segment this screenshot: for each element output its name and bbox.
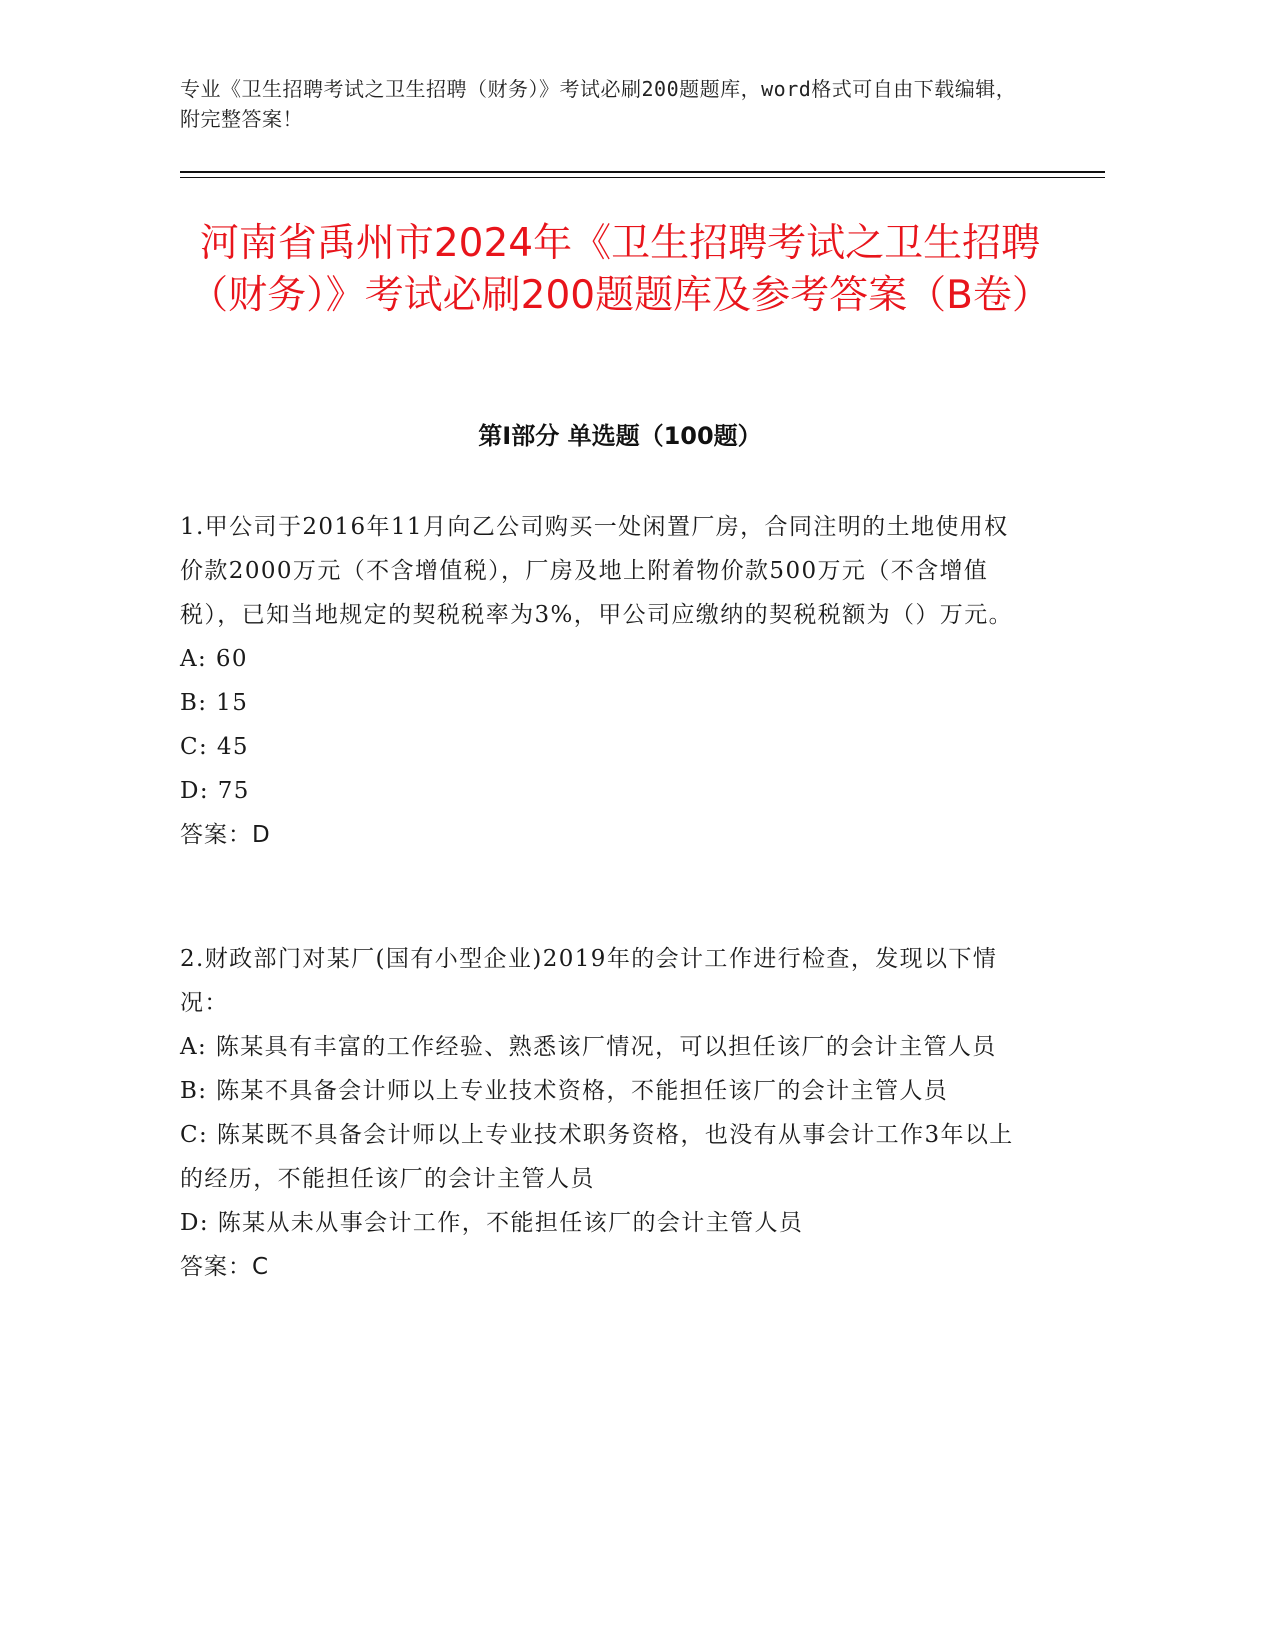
document-title: 河南省禹州市2024年《卫生招聘考试之卫生招聘（财务）》考试必刷200题题库及参考答案（B卷） bbox=[189, 221, 1051, 318]
header-divider-thin bbox=[180, 177, 1105, 178]
section-title: 第Ⅰ部分 单选题（100题） bbox=[478, 422, 762, 450]
header-divider-thick bbox=[180, 171, 1105, 173]
option-c: C: 陈某既不具备会计师以上专业技术职务资格，也没有从事会计工作3年以上的经历，不能担任该厂的会计主管人员 bbox=[180, 1122, 1014, 1192]
option-b: B: 15 bbox=[180, 690, 249, 716]
option-d: D: 75 bbox=[180, 778, 250, 804]
answer: 答案：D bbox=[180, 822, 271, 848]
header-note: 专业《卫生招聘考试之卫生招聘（财务）》考试必刷200题题库，word格式可自由下载编辑，附完整答案！ bbox=[180, 77, 1017, 131]
option-b: B: 陈某不具备会计师以上专业技术资格，不能担任该厂的会计主管人员 bbox=[180, 1078, 949, 1104]
question-2 bbox=[180, 937, 1030, 1289]
option-c: C: 45 bbox=[180, 734, 249, 760]
option-d: D: 陈某从未从事会计工作，不能担任该厂的会计主管人员 bbox=[180, 1210, 804, 1236]
option-a: A: 陈某具有丰富的工作经验、熟悉该厂情况，可以担任该厂的会计主管人员 bbox=[180, 1034, 997, 1060]
answer: 答案：C bbox=[180, 1254, 270, 1280]
question-stem: 1.甲公司于2016年11月向乙公司购买一处闲置厂房，合同注明的土地使用权价款2000万元（不含增值税），厂房及地上附着物价款500万元（不含增值税），已知当地规定的契税税率为3%，甲公司应缴纳的契税税额为（）万元。 bbox=[180, 514, 1013, 628]
option-a: A: 60 bbox=[180, 646, 248, 672]
question-stem: 2.财政部门对某厂(国有小型企业)2019年的会计工作进行检查，发现以下情况： bbox=[180, 946, 998, 1016]
question-1 bbox=[180, 505, 1030, 857]
